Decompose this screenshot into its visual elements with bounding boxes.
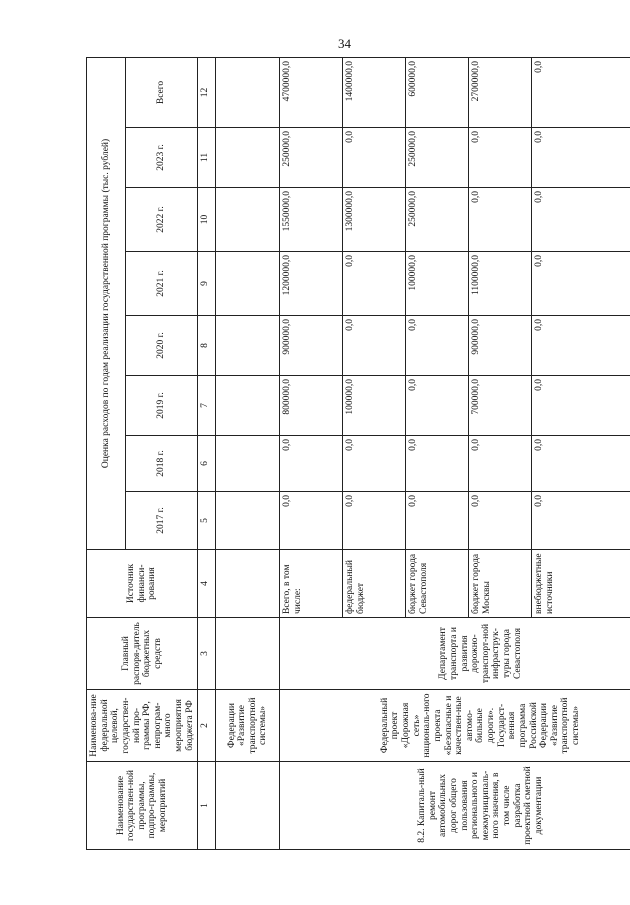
- col-number: 5: [198, 492, 216, 550]
- col-number: 3: [198, 618, 216, 690]
- budget-table: [86, 57, 630, 850]
- col-number: 10: [198, 188, 216, 252]
- value-cell: 800000,0: [280, 376, 343, 436]
- col-number: 6: [198, 436, 216, 492]
- rotated-table-container: [86, 58, 582, 850]
- value-cell: 900000,0: [469, 316, 532, 376]
- value-cell: 0,0: [469, 492, 532, 550]
- header-year: 2022 г.: [125, 188, 198, 252]
- header-year: 2019 г.: [125, 376, 198, 436]
- section-fed-project: Федеральный проект «Дорожная сеть» националь-ного проекта «Безопасные и качествен-ные автомо-бильные дороги». Государст-венная программа Российской Федерации «Развитие транспортной системы»: [280, 690, 630, 762]
- header-year: 2018 г.: [125, 436, 198, 492]
- source-cell: внебюджетные источники: [532, 550, 630, 618]
- table-row: [280, 57, 343, 849]
- section-manager: Департамент транспорта и развития дорожно-транспорт-ной инфраструк-туры города Севастополя: [280, 618, 630, 690]
- value-cell: 700000,0: [469, 376, 532, 436]
- value-cell: 0,0: [343, 436, 406, 492]
- value-cell: 250000,0: [280, 128, 343, 188]
- header-source: Источник финанси-рования: [87, 550, 198, 618]
- value-cell: 250000,0: [406, 128, 469, 188]
- value-cell: 0,0: [406, 492, 469, 550]
- value-cell: 0,0: [343, 492, 406, 550]
- value-cell: 600000,0: [406, 57, 469, 127]
- header-name: Наименование государствен-ной программы, подпро-граммы, мероприятий: [87, 762, 198, 850]
- value-cell: 0,0: [532, 316, 630, 376]
- column-numbers-row: [198, 57, 216, 849]
- value-cell: 0,0: [532, 188, 630, 252]
- value-cell: 0,0: [469, 436, 532, 492]
- source-cell: Всего, в том числе:: [280, 550, 343, 618]
- value-cell: 0,0: [469, 128, 532, 188]
- value-cell: 1550000,0: [280, 188, 343, 252]
- value-cell: 4700000,0: [280, 57, 343, 127]
- header-year: 2017 г.: [125, 492, 198, 550]
- continued-row: [216, 57, 280, 849]
- header-year: 2023 г.: [125, 128, 198, 188]
- source-cell: бюджет города Севастополя: [406, 550, 469, 618]
- value-cell: 0,0: [532, 492, 630, 550]
- value-cell: 0,0: [532, 436, 630, 492]
- value-cell: 0,0: [532, 376, 630, 436]
- value-cell: 0,0: [280, 436, 343, 492]
- value-cell: 0,0: [343, 252, 406, 316]
- col-number: 12: [198, 57, 216, 127]
- header-total: Всего: [125, 57, 198, 127]
- header-row: [87, 57, 126, 849]
- header-year: 2020 г.: [125, 316, 198, 376]
- value-cell: 1400000,0: [343, 57, 406, 127]
- value-cell: 250000,0: [406, 188, 469, 252]
- value-cell: 0,0: [532, 128, 630, 188]
- value-cell: 0,0: [406, 316, 469, 376]
- source-cell: федеральный бюджет: [343, 550, 406, 618]
- header-fed-name: Наименова-ние федеральной целевой, государствен-ной про-граммы РФ, непрограм-много мероприятия бюджета РФ: [87, 690, 198, 762]
- col-number: 2: [198, 690, 216, 762]
- value-cell: 0,0: [406, 436, 469, 492]
- value-cell: 100000,0: [343, 376, 406, 436]
- value-cell: 0,0: [532, 57, 630, 127]
- value-cell: 1300000,0: [343, 188, 406, 252]
- header-estimate: Оценка расходов по годам реализации государственной программы (тыс. рублей): [87, 57, 126, 549]
- section-name: 8.2. Капиталь-ный ремонт автомобильных дорог общего пользования регионального и межмуниципаль-ного значения, в том числе разработка проектной сметной документации: [280, 762, 630, 850]
- col-number: 7: [198, 376, 216, 436]
- value-cell: 900000,0: [280, 316, 343, 376]
- value-cell: 0,0: [532, 252, 630, 316]
- source-cell: бюджет города Москвы: [469, 550, 532, 618]
- value-cell: 2700000,0: [469, 57, 532, 127]
- col-number: 9: [198, 252, 216, 316]
- header-year: 2021 г.: [125, 252, 198, 316]
- col-number: 4: [198, 550, 216, 618]
- col-number: 8: [198, 316, 216, 376]
- value-cell: 0,0: [280, 492, 343, 550]
- value-cell: 0,0: [343, 128, 406, 188]
- value-cell: 1200000,0: [280, 252, 343, 316]
- header-manager: Главный распоря-дитель бюджетных средств: [87, 618, 198, 690]
- continued-text: Федерации «Развитие транспортной системы»: [216, 690, 280, 762]
- value-cell: 0,0: [406, 376, 469, 436]
- page-number: 34: [338, 36, 351, 51]
- col-number: 11: [198, 128, 216, 188]
- value-cell: 0,0: [343, 316, 406, 376]
- value-cell: 0,0: [469, 188, 532, 252]
- value-cell: 1100000,0: [469, 252, 532, 316]
- value-cell: 100000,0: [406, 252, 469, 316]
- col-number: 1: [198, 762, 216, 850]
